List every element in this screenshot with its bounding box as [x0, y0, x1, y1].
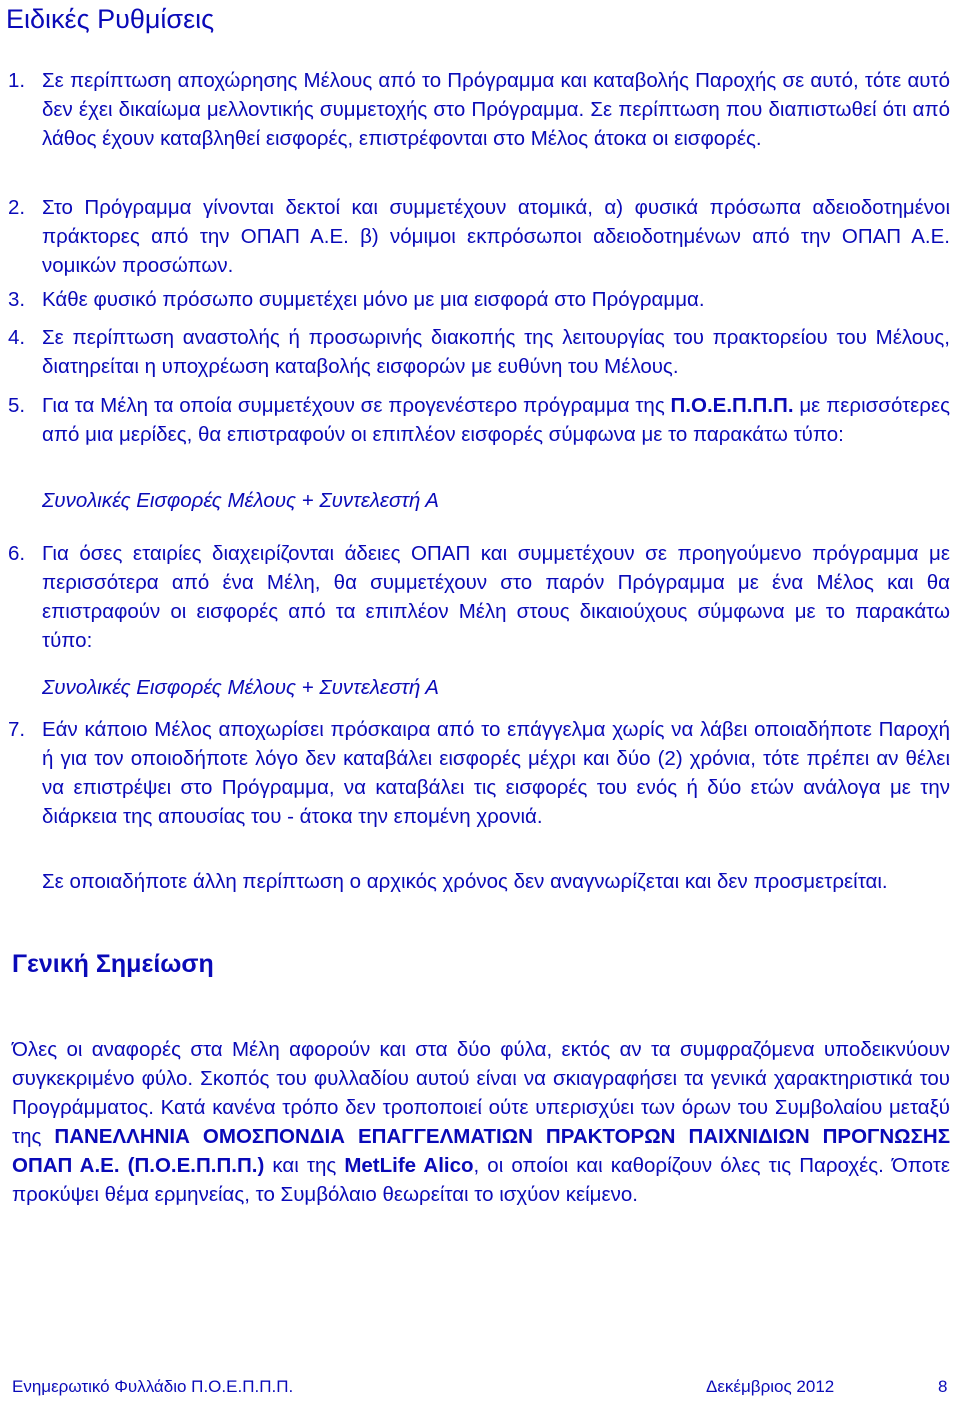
item-number: 7. — [8, 718, 26, 741]
item-text: Σε περίπτωση αποχώρησης Μέλους από το Πρόγραμμα και καταβολής Παροχής σε αυτό, τότε αυτό δεν έχει δικαίωμα μελλοντικής συμμετοχής στο Πρόγραμμα. Σε περίπτωση που διαπιστωθεί ότι από λάθος έχουν καταβληθεί εισφορές, επιστρέφονται στο Μέλος άτοκα οι εισφορές. — [42, 69, 950, 150]
list-item — [8, 285, 950, 314]
formula: Συνολικές Εισφορές Μέλους + Συντελεστή Α — [42, 676, 439, 699]
item-text — [42, 391, 950, 449]
formula: Συνολικές Εισφορές Μέλους + Συντελεστή Α — [42, 489, 439, 512]
item-extra-paragraph: Σε οποιαδήποτε άλλη περίπτωση ο αρχικός χρόνος δεν αναγνωρίζεται και δεν προσμετρείται. — [42, 870, 888, 893]
list-item — [8, 715, 950, 831]
note-bold-a: ΠΑΝΕΛΛΗΝΙΑ ΟΜΟΣΠΟΝΔΙΑ ΕΠΑΓΓΕΛΜΑΤΙΩΝ ΠΡΑΚΤΟΡΩΝ ΠΑΙΧΝΙΔΙΩΝ ΠΡΟΓΝΩΣΗΣ ΟΠΑΠ Α.Ε. (Π.Ο.Ε.Π.Π.Π.) — [12, 1125, 951, 1177]
item-text-a: Για τα Μέλη τα οποία συμμετέχουν σε προγενέστερο πρόγραμμα της — [42, 394, 671, 417]
list-item — [8, 539, 950, 655]
list-item — [8, 391, 950, 449]
item-number: 2. — [8, 196, 26, 219]
item-text-bold: Π.Ο.Ε.Π.Π.Π. — [670, 394, 794, 417]
general-note-text — [12, 1035, 950, 1209]
item-text: Σε περίπτωση αναστολής ή προσωρινής διακοπής της λειτουργίας του πρακτορείου του Μέλους, διατηρείται η υποχρέωση καταβολής εισφορών με ευθύνη του Μέλους. — [42, 326, 950, 378]
section-title: Γενική Σημείωση — [12, 950, 214, 978]
footer-title: Ενημερωτικό Φυλλάδιο Π.Ο.Ε.Π.Π.Π. — [12, 1377, 294, 1396]
item-number: 4. — [8, 326, 26, 349]
item-number: 3. — [8, 288, 26, 311]
item-text: Στο Πρόγραμμα γίνονται δεκτοί και συμμετέχουν ατομικά, α) φυσικά πρόσωπα αδειοδοτημένοι πράκτορες από την ΟΠΑΠ Α.Ε. β) νόμιμοι εκπρόσωποι αδειοδοτημένων από την ΟΠΑΠ Α.Ε. νομικών προσώπων. — [42, 196, 950, 277]
item-text: Εάν κάποιο Μέλος αποχωρίσει πρόσκαιρα από το επάγγελμα χωρίς να λάβει οποιαδήποτε Παροχή ή για τον οποιοδήποτε λόγο δεν καταβάλει εισφορές μέχρι και δύο (2) χρόνια, τότε πρέπει αν θέλει να επιστρέψει στο Πρόγραμμα, να καταβάλει τις εισφορές του ενός ή δύο ετών ανάλογα με την διάρκεια της απουσίας του - άτοκα την επομένη χρονιά. — [42, 718, 950, 828]
footer-page-number: 8 — [938, 1377, 948, 1396]
item-text: Για όσες εταιρίες διαχειρίζονται άδειες ΟΠΑΠ και συμμετέχουν σε προηγούμενο πρόγραμμα με περισσότερα από ένα Μέλη, θα συμμετέχουν στο παρόν Πρόγραμμα με ένα Μέλος και θα επιστραφούν οι εισφορές από τα επιπλέον Μέλη στους δικαιούχους σύμφωνα με το παρακάτω τύπο: — [42, 542, 950, 652]
page-title: Ειδικές Ρυθμίσεις — [6, 4, 215, 34]
footer-date: Δεκέμβριος 2012 — [706, 1377, 835, 1396]
item-number: 1. — [8, 69, 26, 92]
item-text-b: με περισσότερες από μια μερίδες, θα επιστραφούν οι επιπλέον εισφορές σύμφωνα με το παρακάτω τύπο: — [42, 394, 950, 446]
note-bold-b: MetLife Alico — [344, 1154, 474, 1177]
note-text-c: , οι οποίοι και καθορίζουν όλες τις Παροχές. Όποτε προκύψει θέμα ερμηνείας, το Συμβόλαιο θεωρείται το ισχύον κείμενο. — [12, 1154, 950, 1206]
item-text: Κάθε φυσικό πρόσωπο συμμετέχει μόνο με μια εισφορά στο Πρόγραμμα. — [42, 288, 705, 311]
list-item — [8, 66, 950, 153]
list-item — [8, 323, 950, 381]
list-item — [8, 193, 950, 280]
note-text-a: Όλες οι αναφορές στα Μέλη αφορούν και στα δύο φύλα, εκτός αν τα συμφραζόμενα υποδεικνύουν συγκεκριμένο φύλο. Σκοπός του φυλλαδίου αυτού είναι να σκιαγραφήσει τα γενικά χαρακτηριστικά του Προγράμματος. Κατά κανένα τρόπο δεν τροποποιεί ούτε υπερισχύει των όρων του Συμβολαίου μεταξύ της — [12, 1038, 950, 1148]
note-text-b: και της — [264, 1154, 345, 1177]
item-number: 5. — [8, 394, 26, 417]
item-number: 6. — [8, 542, 26, 565]
